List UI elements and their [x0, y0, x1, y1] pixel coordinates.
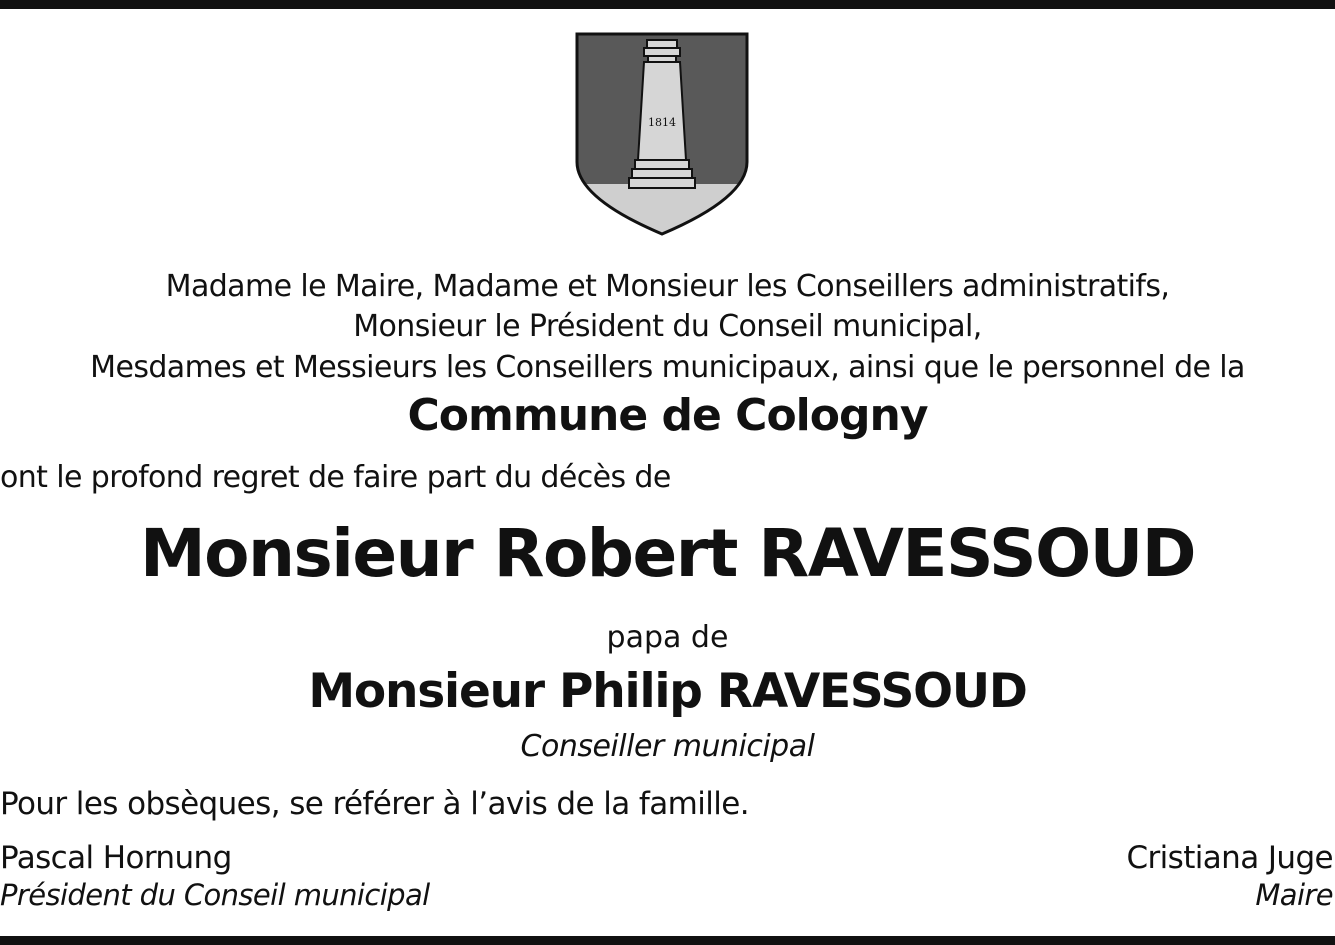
relation-text: papa de [606, 620, 729, 655]
funeral-notice: Pour les obsèques, se référer à l’avis de la famille. [0, 786, 749, 822]
signature-left-title: Président du Conseil municipal [0, 878, 430, 912]
signature-right-name: Cristiana Juge [1126, 840, 1333, 876]
bottom-rule [0, 936, 1335, 945]
child-role: Conseiller municipal [520, 729, 815, 764]
intro-line-2: Monsieur le Président du Conseil municipal, [353, 309, 982, 344]
cologny-coat-of-arms [575, 32, 749, 236]
intro-line-3: Mesdames et Messieurs les Conseillers municipaux, ainsi que le personnel de la [90, 350, 1245, 385]
deceased-name: Monsieur Robert RAVESSOUD [139, 515, 1196, 592]
signature-right-title: Maire [1255, 878, 1333, 912]
shield-base [575, 184, 749, 236]
top-rule [0, 0, 1335, 9]
child-name: Monsieur Philip RAVESSOUD [308, 664, 1027, 719]
signature-left-name: Pascal Hornung [0, 840, 232, 876]
intro-line-1: Madame le Maire, Madame et Monsieur les Conseillers administratifs, [165, 269, 1170, 304]
column-year: 1814 [648, 116, 676, 129]
regret-line: ont le profond regret de faire part du décès de [0, 460, 671, 495]
commune-name: Commune de Cologny [407, 390, 928, 441]
